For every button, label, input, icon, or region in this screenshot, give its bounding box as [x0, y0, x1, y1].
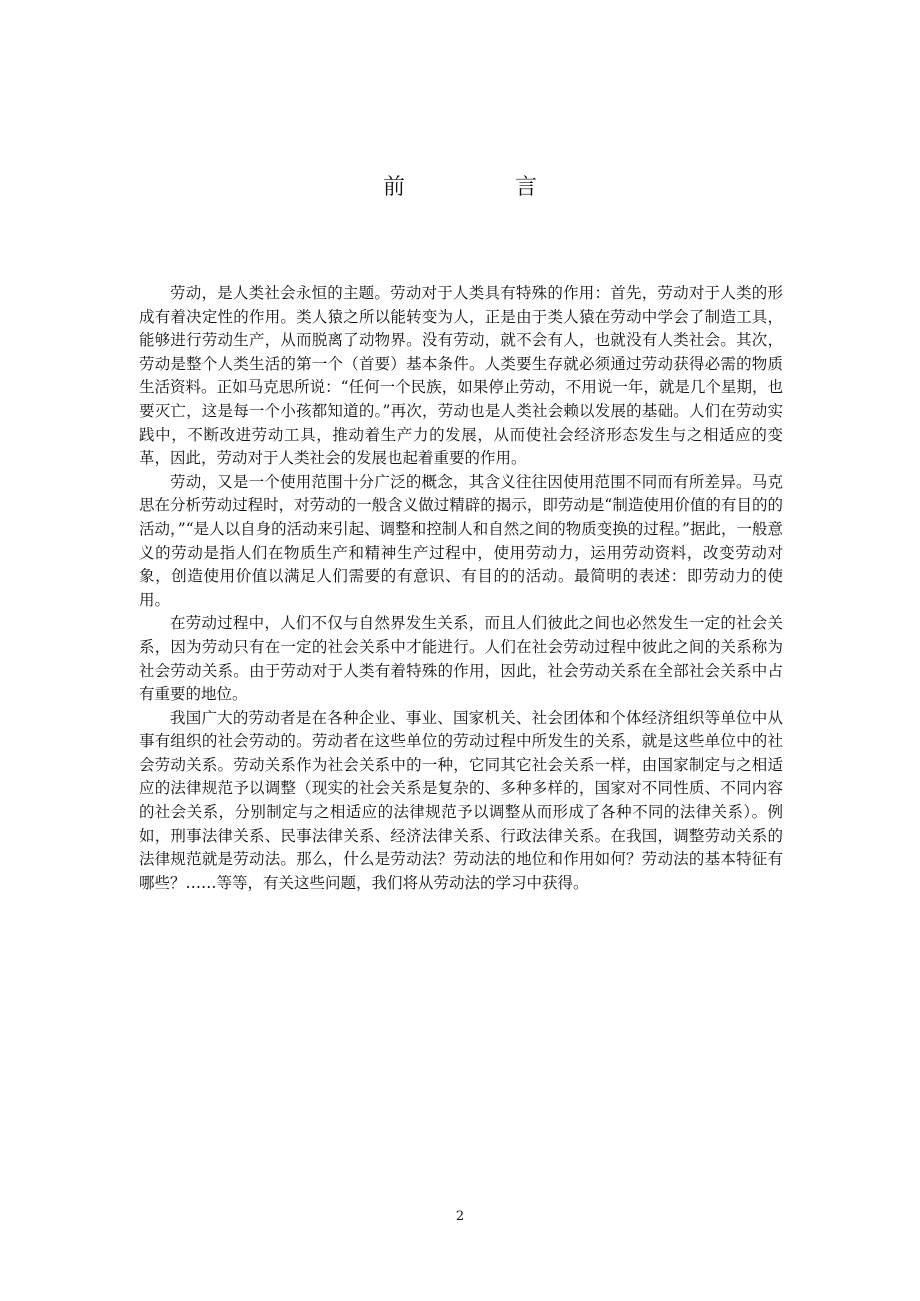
- title-char-2: 言: [515, 175, 538, 200]
- title-char-1: 前: [382, 175, 405, 200]
- paragraph-1: 劳动，是人类社会永恒的主题。劳动对于人类具有特殊的作用：首先，劳动对于人类的形成有着决定性的作用。类人猿之所以能转变为人，正是由于类人猿在劳动中学会了制造工具，能够进行劳动生产，从而脱离了动物界。没有劳动，就不会有人，也就没有人类社会。其次，劳动是整个人类生活的第一个（首要）基本条件。人类要生存就必须通过劳动获得必需的物质生活资料。正如马克思所说：“任何一个民族，如果停止劳动，不用说一年，就是几个星期，也要灭亡，这是每一个小孩都知道的。”再次，劳动也是人类社会赖以发展的基础。人们在劳动实践中，不断改进劳动工具，推动着生产力的发展，从而使社会经济形态发生与之相适应的变革，因此，劳动对于人类社会的发展也起着重要的作用。: [139, 284, 783, 468]
- paragraph-3: 在劳动过程中，人们不仅与自然界发生关系，而且人们彼此之间也必然发生一定的社会关系，因为劳动只有在一定的社会关系中才能进行。人们在社会劳动过程中彼此之间的关系称为社会劳动关系。由于劳动对于人类有着特殊的作用，因此，社会劳动关系在全部社会关系中占有重要的地位。: [139, 614, 783, 704]
- paragraph-4: 我国广大的劳动者是在各种企业、事业、国家机关、社会团体和个体经济组织等单位中从事有组织的社会劳动的。劳动者在这些单位的劳动过程中所发生的关系，就是这些单位中的社会劳动关系。劳动关系作为社会关系中的一种，它同其它社会关系一样，由国家制定与之相适应的法律规范予以调整（现实的社会关系是复杂的、多种多样的，国家对不同性质、不同内容的社会关系，分别制定与之相适应的法律规范予以调整从而形成了各种不同的法律关系）。例如，刑事法律关系、民事法律关系、经济法律关系、行政法律关系。在我国，调整劳动关系的法律规范就是劳动法。那么，什么是劳动法？劳动法的地位和作用如何？劳动法的基本特征有哪些？……等等，有关这些问题，我们将从劳动法的学习中获得。: [139, 708, 783, 892]
- page-title: [0, 170, 920, 201]
- body-text: [139, 282, 783, 895]
- page-number: 2: [455, 1209, 465, 1224]
- paragraph-2: 劳动，又是一个使用范围十分广泛的概念，其含义往往因使用范围不同而有所差异。马克思在分析劳动过程时，对劳动的一般含义做过精辟的揭示，即劳动是“制造使用价值的有目的的活动，”“是人以自身的活动来引起、调整和控制人和自然之间的物质变换的过程。”据此，一般意义的劳动是指人们在物质生产和精神生产过程中，使用劳动力，运用劳动资料，改变劳动对象，创造使用价值以满足人们需要的有意识、有目的的活动。最简明的表述：即劳动力的使用。: [139, 472, 783, 609]
